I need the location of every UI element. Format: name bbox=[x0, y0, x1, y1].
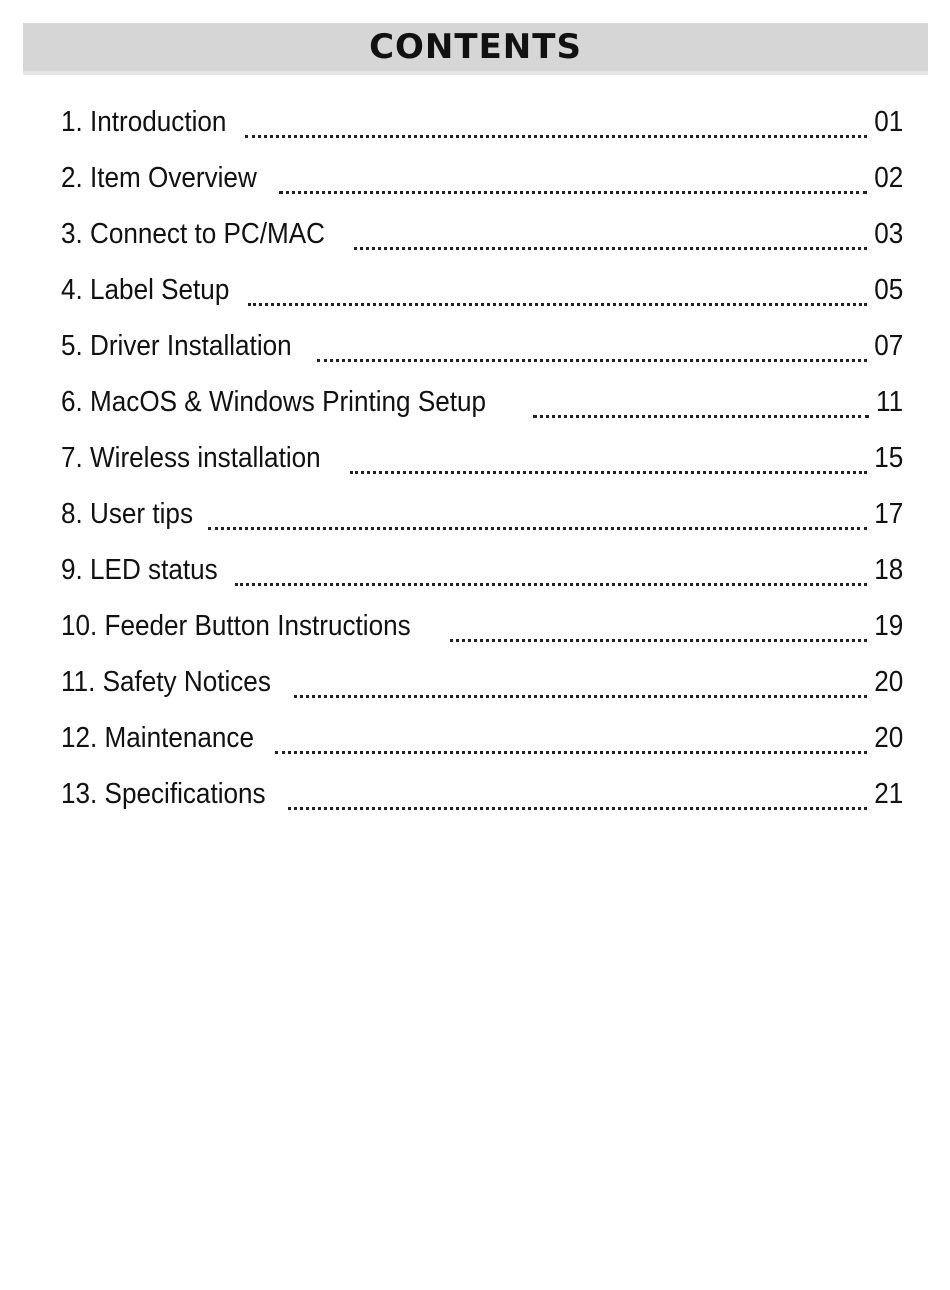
toc-entry-driver-installation[interactable] bbox=[61, 320, 903, 376]
toc-entry-label: 13. Specifications bbox=[61, 778, 266, 810]
toc-entry-page: 20 bbox=[873, 666, 903, 698]
toc-entry-specifications[interactable] bbox=[61, 768, 903, 824]
toc-entry-wireless-installation[interactable] bbox=[61, 432, 903, 488]
toc-entry-label: 8. User tips bbox=[61, 498, 194, 530]
dot-leader bbox=[275, 751, 866, 754]
toc-entry-page: 02 bbox=[873, 162, 903, 194]
table-of-contents bbox=[61, 96, 903, 824]
contents-header bbox=[23, 23, 928, 75]
toc-entry-label: 1. Introduction bbox=[61, 106, 227, 138]
toc-entry-led-status[interactable] bbox=[61, 544, 903, 600]
toc-entry-page: 01 bbox=[873, 106, 903, 138]
toc-entry-page: 15 bbox=[873, 442, 903, 474]
toc-entry-page: 11 bbox=[875, 386, 903, 418]
toc-entry-connect-to-pc-mac[interactable] bbox=[61, 208, 903, 264]
toc-entry-page: 21 bbox=[873, 778, 903, 810]
toc-entry-label: 4. Label Setup bbox=[61, 274, 230, 306]
dot-leader bbox=[317, 359, 866, 362]
toc-entry-label: 9. LED status bbox=[61, 554, 218, 586]
dot-leader bbox=[208, 527, 867, 530]
toc-entry-label: 2. Item Overview bbox=[61, 162, 257, 194]
dot-leader bbox=[533, 415, 869, 418]
toc-entry-label: 7. Wireless installation bbox=[61, 442, 321, 474]
dot-leader bbox=[294, 695, 867, 698]
toc-entry-page: 07 bbox=[873, 330, 903, 362]
toc-entry-introduction[interactable] bbox=[61, 96, 903, 152]
toc-entry-user-tips[interactable] bbox=[61, 488, 903, 544]
toc-entry-maintenance[interactable] bbox=[61, 712, 903, 768]
dot-leader bbox=[354, 247, 866, 250]
toc-entry-label: 3. Connect to PC/MAC bbox=[61, 218, 326, 250]
toc-entry-printing-setup[interactable] bbox=[61, 376, 903, 432]
toc-entry-page: 18 bbox=[873, 554, 903, 586]
dot-leader bbox=[288, 807, 866, 810]
dot-leader bbox=[350, 471, 867, 474]
toc-entry-label-setup[interactable] bbox=[61, 264, 903, 320]
toc-entry-page: 17 bbox=[873, 498, 903, 530]
toc-entry-page: 05 bbox=[873, 274, 903, 306]
toc-entry-page: 19 bbox=[873, 610, 903, 642]
dot-leader bbox=[235, 583, 867, 586]
toc-entry-label: 6. MacOS & Windows Printing Setup bbox=[61, 386, 487, 418]
toc-entry-label: 12. Maintenance bbox=[61, 722, 254, 754]
toc-entry-label: 11. Safety Notices bbox=[61, 666, 271, 698]
toc-entry-page: 20 bbox=[873, 722, 903, 754]
toc-entry-feeder-button[interactable] bbox=[61, 600, 903, 656]
toc-entry-safety-notices[interactable] bbox=[61, 656, 903, 712]
toc-entry-item-overview[interactable] bbox=[61, 152, 903, 208]
page-title: CONTENTS bbox=[369, 27, 582, 67]
dot-leader bbox=[248, 303, 867, 306]
dot-leader bbox=[245, 135, 867, 138]
toc-entry-label: 5. Driver Installation bbox=[61, 330, 292, 362]
dot-leader bbox=[450, 639, 867, 642]
dot-leader bbox=[279, 191, 867, 194]
toc-entry-label: 10. Feeder Button Instructions bbox=[61, 610, 411, 642]
toc-entry-page: 03 bbox=[873, 218, 903, 250]
